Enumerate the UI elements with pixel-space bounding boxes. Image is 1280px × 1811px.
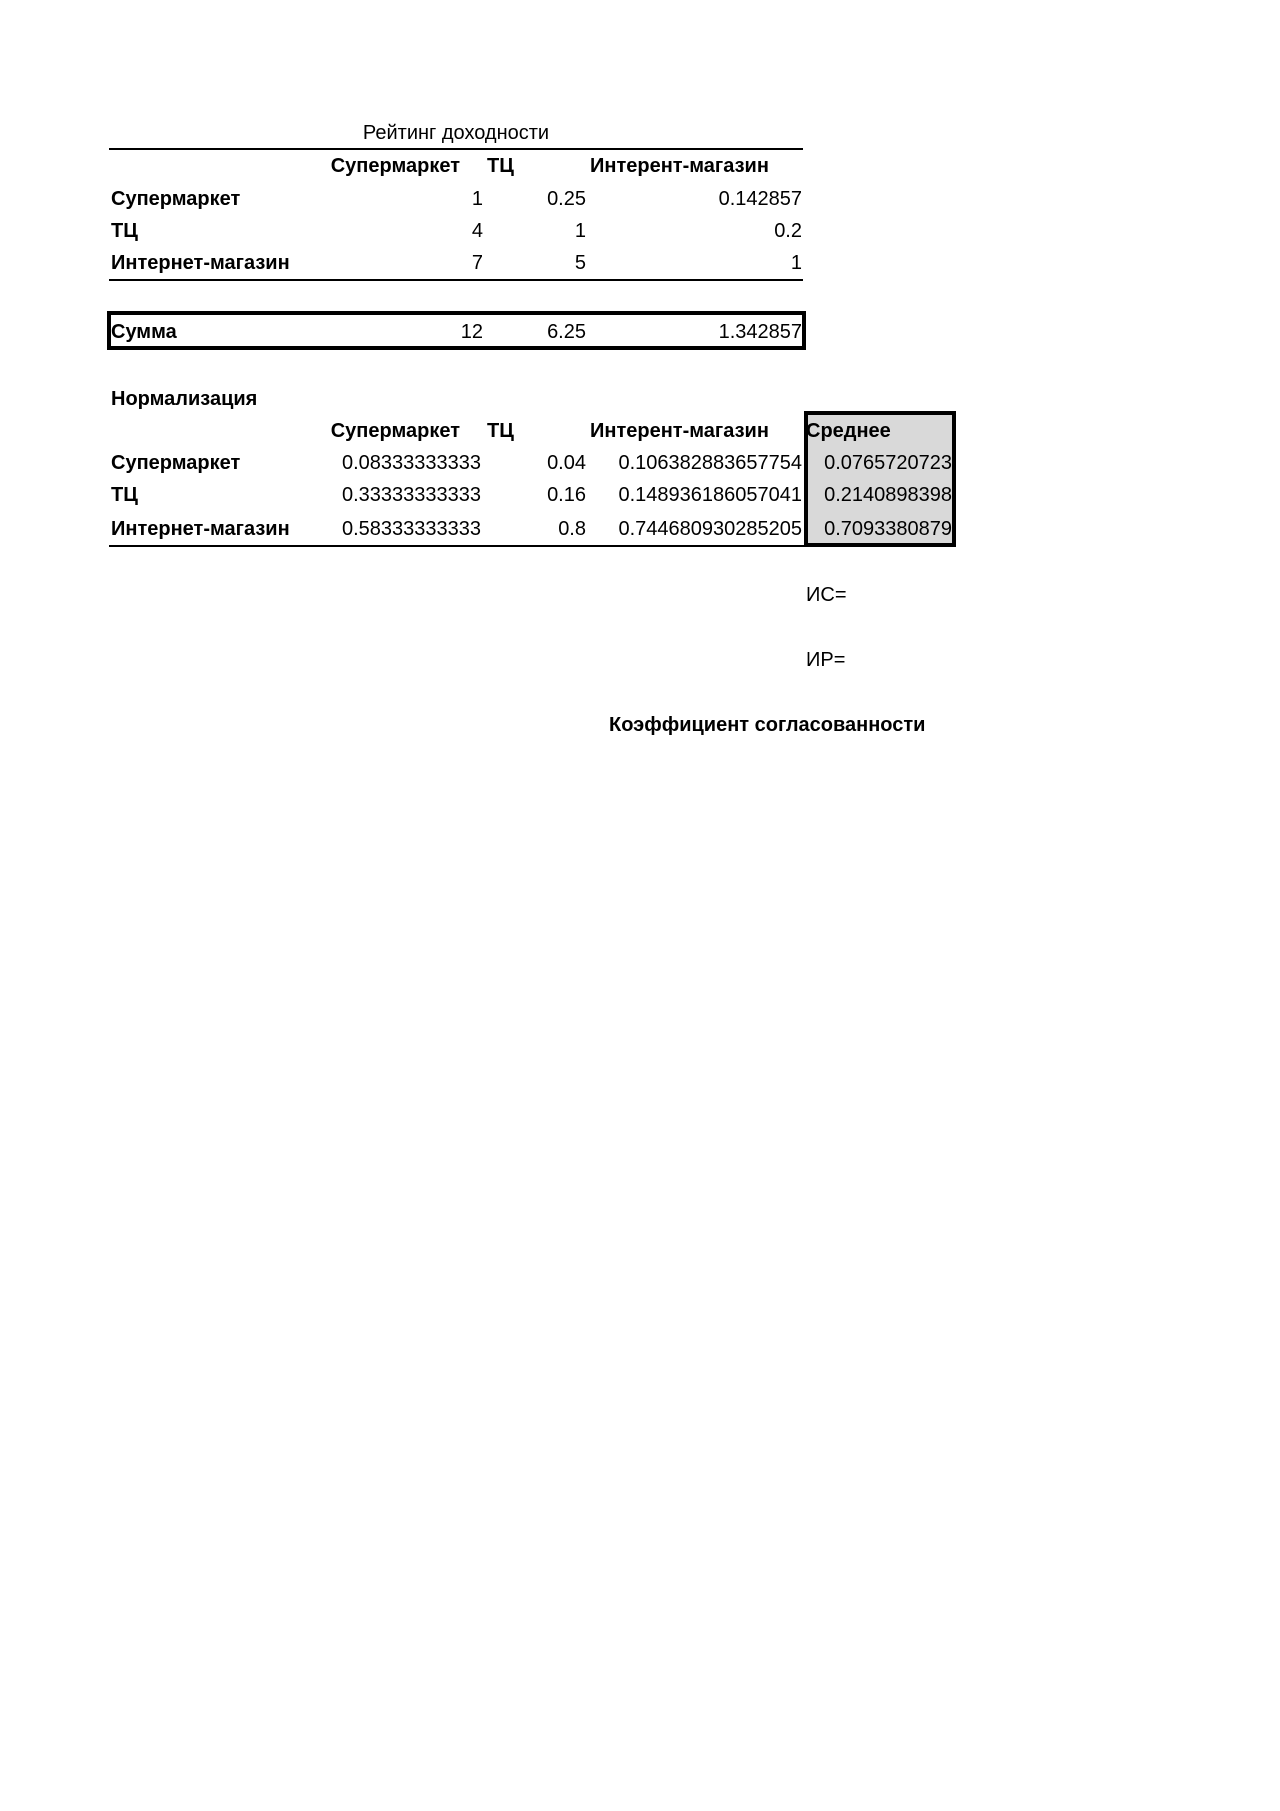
normalization-title: Нормализация xyxy=(111,388,258,410)
consistency-label: Коэффициент согласованности xyxy=(609,714,926,736)
rating-cell: 1 xyxy=(471,188,483,210)
sum-cell: 12 xyxy=(460,321,483,343)
rating-cell: 7 xyxy=(471,252,483,274)
norm-col-supermarket: Супермаркет xyxy=(330,420,460,442)
ir-label: ИР= xyxy=(806,649,846,671)
norm-average-cell: 0.2140898398 xyxy=(824,484,952,506)
norm-col-internet: Интерент-магазин xyxy=(590,420,769,442)
norm-bottom-border xyxy=(109,545,806,547)
is-label: ИС= xyxy=(806,584,847,606)
norm-col-tc: ТЦ xyxy=(487,420,514,442)
norm-cell: 0.33333333333 xyxy=(341,484,481,506)
rating-cell: 0.142857 xyxy=(718,188,802,210)
norm-row-label: Интернет-магазин xyxy=(111,518,290,540)
norm-cell: 0.106382883657754 xyxy=(618,452,802,474)
rating-cell: 0.25 xyxy=(547,188,586,210)
norm-col-average: Среднее xyxy=(806,420,891,442)
sum-cell: 6.25 xyxy=(547,321,586,343)
sum-cell: 1.342857 xyxy=(718,321,802,343)
rating-col-tc: ТЦ xyxy=(487,155,514,177)
rating-col-internet: Интерент-магазин xyxy=(590,155,769,177)
norm-cell: 0.58333333333 xyxy=(341,518,481,540)
rating-cell: 5 xyxy=(574,252,586,274)
norm-row-label: ТЦ xyxy=(111,484,138,506)
rating-cell: 1 xyxy=(790,252,802,274)
norm-cell: 0.16 xyxy=(547,484,586,506)
rating-cell: 4 xyxy=(471,220,483,242)
norm-average-cell: 0.7093380879 xyxy=(824,518,952,540)
norm-cell: 0.04 xyxy=(547,452,586,474)
rating-title: Рейтинг доходности xyxy=(362,122,550,144)
rating-bottom-border xyxy=(109,279,803,281)
norm-average-cell: 0.0765720723 xyxy=(824,452,952,474)
rating-cell: 1 xyxy=(574,220,586,242)
norm-row-label: Супермаркет xyxy=(111,452,241,474)
rating-row-label: ТЦ xyxy=(111,220,138,242)
sum-label: Сумма xyxy=(111,321,177,343)
norm-cell: 0.148936186057041 xyxy=(618,484,802,506)
rating-row-label: Супермаркет xyxy=(111,188,241,210)
norm-cell: 0.08333333333 xyxy=(341,452,481,474)
norm-cell: 0.8 xyxy=(558,518,586,540)
norm-cell: 0.744680930285205 xyxy=(618,518,802,540)
rating-row-label: Интернет-магазин xyxy=(111,252,290,274)
rating-cell: 0.2 xyxy=(774,220,802,242)
rating-col-supermarket: Супермаркет xyxy=(330,155,460,177)
